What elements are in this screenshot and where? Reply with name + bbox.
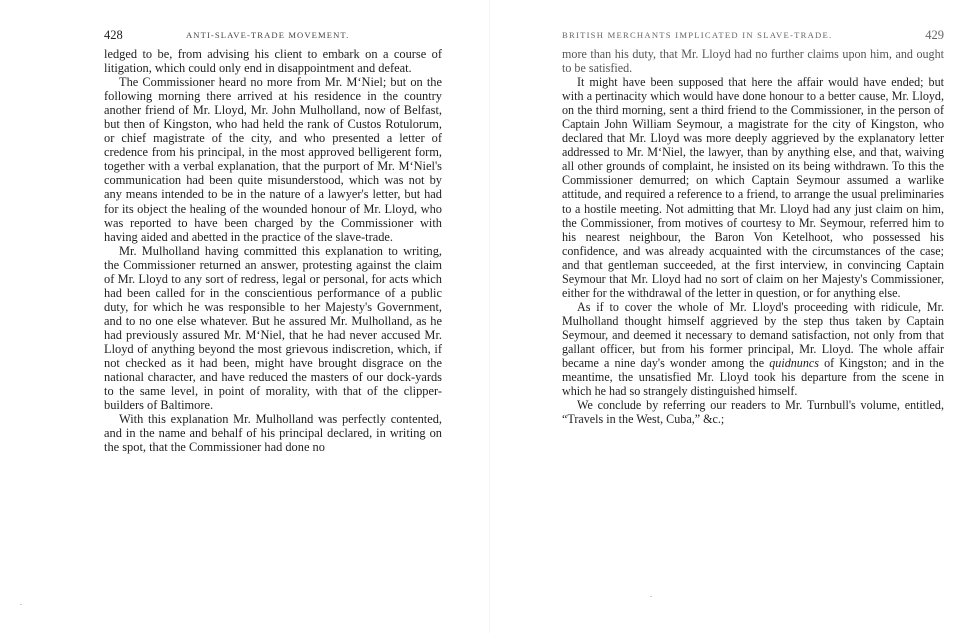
paragraph: It might have been supposed that here the affair would have ended; but with a pertinacity which would have done honour to a better cause, Mr. Lloyd, on the third morning, sent a third friend to the Commissioner, in the person of Captain John William Seymour, a magistrate for the city of Kingston, who declared that Mr. Lloyd was more deeply aggrieved by the explanatory letter addressed to Mr. M‘Niel, the lawyer, than by anything else, and that, waiving all other grounds of complaint, he insisted on its being withdrawn. To this the Commissioner demurred; on which Captain Seymour assumed a warlike attitude, and required a reference to a friend, to arrange the usual preliminaries to a hostile meeting. Not admitting that Mr. Lloyd had any just claim on him, the Commissioner, from motives of courtesy to Mr. Seymour, referred him to his nearest neighbour, the Baron Von Ketelhoot, who possessed his confidence, and was already acquainted with the circumstances of the case; and that gentleman succeeded, at the first interview, in convincing Captain Seymour that Mr. Lloyd had no sort of claim on her Majesty's Commissioner, either for the withdrawal of the letter in question, or for anything else.: [562, 75, 944, 300]
paragraph-text: of Kingston; and in the meantime, the unsatisfied Mr. Lloyd took his departure from the scene in which he had so strangely distinguished himself.: [562, 356, 944, 399]
paragraph-text: As if to cover the whole of Mr. Lloyd's proceeding with ridicule, Mr. Mulholland thought himself aggrieved by the step thus taken by Captain Seymour, and deemed it necessary to demand satisfaction, not only from that gallant officer, but from his former principal, Mr. Lloyd. The whole affair became a nine day's wonder among the: [562, 299, 944, 371]
left-page-header: [104, 27, 442, 43]
italic-word: quidnuncs: [769, 356, 819, 371]
paragraph: [562, 300, 944, 398]
right-page: [490, 0, 980, 633]
paragraph: With this explanation Mr. Mulholland was perfectly contented, and in the name and behalf of his principal declared, in writing on the spot, that the Commissioner had done no: [104, 412, 442, 455]
paragraph: The Commissioner heard no more from Mr. M‘Niel; but on the following morning there arrived at his residence in the country another friend of Mr. Lloyd, Mr. John Mulholland, now of Belfast, but then of Kingston, who had held the rank of Custos Rotulorum, or chief magistrate of the city, and who presented a letter of credence from his principal, in the most approved belligerent form, together with a verbal explanation, that the purport of Mr. M‘Niel's communication had been quite misunderstood, which was not by any means intended to be in the nature of a lawyer's letter, but had for its object the healing of the wounded honour of Mr. Lloyd, who was reported to have been charged by the Commissioner with having aided and abetted in the practice of the slave-trade.: [104, 75, 442, 244]
scan-speck: [20, 604, 22, 605]
scan-speck: [650, 596, 652, 597]
right-running-head: BRITISH MERCHANTS IMPLICATED IN SLAVE-TRADE.: [562, 30, 833, 40]
right-page-number: 429: [925, 28, 944, 42]
paragraph: Mr. Mulholland having committed this explanation to writing, the Commissioner returned an answer, protesting against the claim of Mr. Lloyd to any sort of redress, legal or personal, for acts which had been called for in the conscientious performance of a public duty, for which he was responsible to her Majesty's Government, and to no one else whatever. But he assured Mr. Mulholland, as he had previously assured Mr. M‘Niel, that he had never accused Mr. Lloyd of anything beyond the most grievous indiscretion, which, if not checked as it had been, might have brought disgrace on the national character, and have reduced the masters of our dock-yards to the same level, in point of morality, with that of the clipper-builders of Baltimore.: [104, 243, 442, 413]
left-page-number: 428: [104, 28, 123, 42]
paragraph: more than his duty, that Mr. Lloyd had no further claims upon him, and ought to be satisfied.: [562, 47, 944, 76]
right-page-header: [562, 27, 944, 43]
right-page-body: [562, 47, 944, 426]
paragraph: We conclude by referring our readers to Mr. Turnbull's volume, entitled, “Travels in the West, Cuba,” &c.;: [562, 398, 944, 427]
left-running-head: ANTI-SLAVE-TRADE MOVEMENT.: [186, 30, 350, 40]
paragraph: ledged to be, from advising his client to embark on a course of litigation, which could only end in disappointment and defeat.: [104, 47, 442, 76]
left-page-body: [104, 47, 442, 454]
